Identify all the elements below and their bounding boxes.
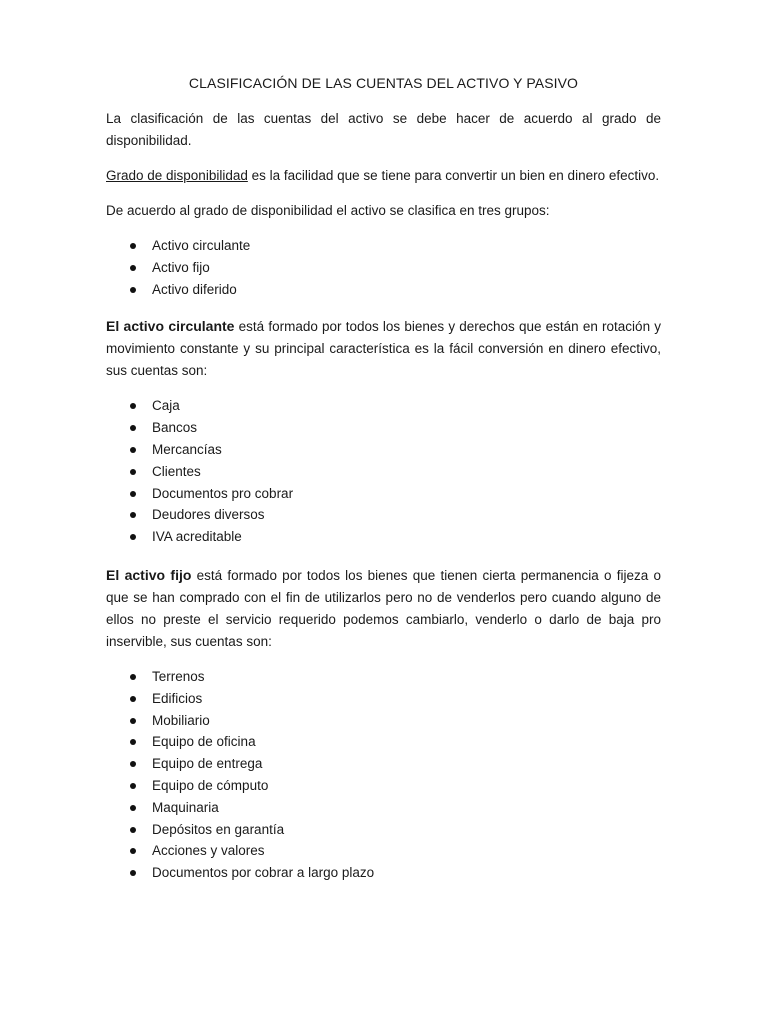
- fijo-text: está formado por todos los bienes que tienen cierta permanencia o fijeza o que se han comprado con el fin de utilizarlos pero no de venderlos pero cuando alguno de ellos no preste el servicio requerido podemos cambiarlo, venderlo o darlo de baja pro inservible, sus cuentas son:: [106, 567, 661, 649]
- list-item: [106, 688, 661, 710]
- circulante-paragraph: [106, 315, 661, 382]
- list-item: [106, 461, 661, 483]
- list-item-label: Equipo de oficina: [152, 734, 256, 750]
- fijo-list: [106, 666, 661, 884]
- circulante-term: El activo circulante: [106, 318, 235, 335]
- fijo-term: El activo fijo: [106, 566, 192, 583]
- list-item-label: Bancos: [152, 420, 198, 436]
- list-item: [106, 666, 661, 688]
- list-item-label: Maquinaria: [152, 799, 219, 815]
- list-item: [106, 257, 661, 279]
- bullet-icon: [130, 243, 136, 249]
- bullet-icon: [130, 805, 136, 811]
- list-item-label: Depósitos en garantía: [152, 821, 285, 837]
- list-item: [106, 840, 661, 862]
- bullet-icon: [130, 491, 136, 497]
- definition-text: es la facilidad que se tiene para convertir un bien en dinero efectivo.: [247, 168, 660, 183]
- bullet-icon: [130, 287, 136, 293]
- list-item: [106, 483, 661, 505]
- definition-paragraph: [106, 165, 661, 187]
- bullet-icon: [130, 870, 136, 876]
- list-item: [106, 504, 661, 526]
- bullet-icon: [130, 761, 136, 767]
- bullet-icon: [130, 534, 136, 540]
- list-item-label: Activo fijo: [152, 259, 210, 275]
- list-item: [106, 753, 661, 775]
- list-item: [106, 439, 661, 461]
- bullet-icon: [130, 469, 136, 475]
- bullet-icon: [130, 447, 136, 453]
- list-item-label: Documentos pro cobrar: [152, 485, 294, 501]
- list-item: [106, 526, 661, 548]
- list-item-label: IVA acreditable: [152, 529, 242, 545]
- list-item-label: Activo circulante: [152, 238, 251, 253]
- list-item-label: Equipo de entrega: [152, 756, 263, 772]
- groups-list: [106, 235, 661, 300]
- bullet-icon: [130, 512, 136, 518]
- circulante-list: [106, 395, 661, 548]
- list-item-label: Clientes: [152, 463, 201, 479]
- list-item: [106, 775, 661, 797]
- list-item: [106, 819, 661, 841]
- list-item-label: Terrenos: [152, 668, 205, 684]
- list-item: [106, 417, 661, 439]
- list-item: [106, 862, 661, 884]
- list-item-label: Documentos por cobrar a largo plazo: [152, 865, 375, 881]
- bullet-icon: [130, 425, 136, 431]
- list-item-label: Caja: [152, 398, 180, 414]
- bullet-icon: [130, 403, 136, 409]
- list-item: [106, 731, 661, 753]
- list-item: [106, 395, 661, 417]
- list-item-label: Acciones y valores: [152, 843, 265, 859]
- list-item-label: Equipo de cómputo: [152, 777, 269, 793]
- list-item-label: Mobiliario: [152, 712, 210, 728]
- circulante-text: está formado por todos los bienes y derechos que están en rotación y movimiento constante y su principal característica es la fácil conversión en dinero efectivo, sus cuentas son:: [106, 319, 661, 379]
- bullet-icon: [130, 718, 136, 724]
- bullet-icon: [130, 265, 136, 271]
- list-item: [106, 235, 661, 257]
- fijo-paragraph: [106, 564, 661, 653]
- list-item-label: Mercancías: [152, 441, 222, 457]
- list-item-label: Deudores diversos: [152, 507, 265, 523]
- list-item: [106, 279, 661, 301]
- bullet-icon: [130, 674, 136, 680]
- list-item: [106, 710, 661, 732]
- definition-term: Grado de disponibilidad: [106, 168, 248, 183]
- groups-intro-paragraph: De acuerdo al grado de disponibilidad el activo se clasifica en tres grupos:: [106, 203, 550, 218]
- bullet-icon: [130, 696, 136, 702]
- list-item: [106, 797, 661, 819]
- list-item-label: Edificios: [152, 690, 203, 706]
- bullet-icon: [130, 848, 136, 854]
- bullet-icon: [130, 783, 136, 789]
- bullet-icon: [130, 739, 136, 745]
- list-item-label: Activo diferido: [152, 281, 237, 297]
- document-page: [106, 72, 661, 899]
- intro-paragraph: La clasificación de las cuentas del activo se debe hacer de acuerdo al grado de disponibilidad.: [106, 111, 661, 148]
- document-title: CLASIFICACIÓN DE LAS CUENTAS DEL ACTIVO Y PASIVO: [188, 75, 579, 91]
- bullet-icon: [130, 827, 136, 833]
